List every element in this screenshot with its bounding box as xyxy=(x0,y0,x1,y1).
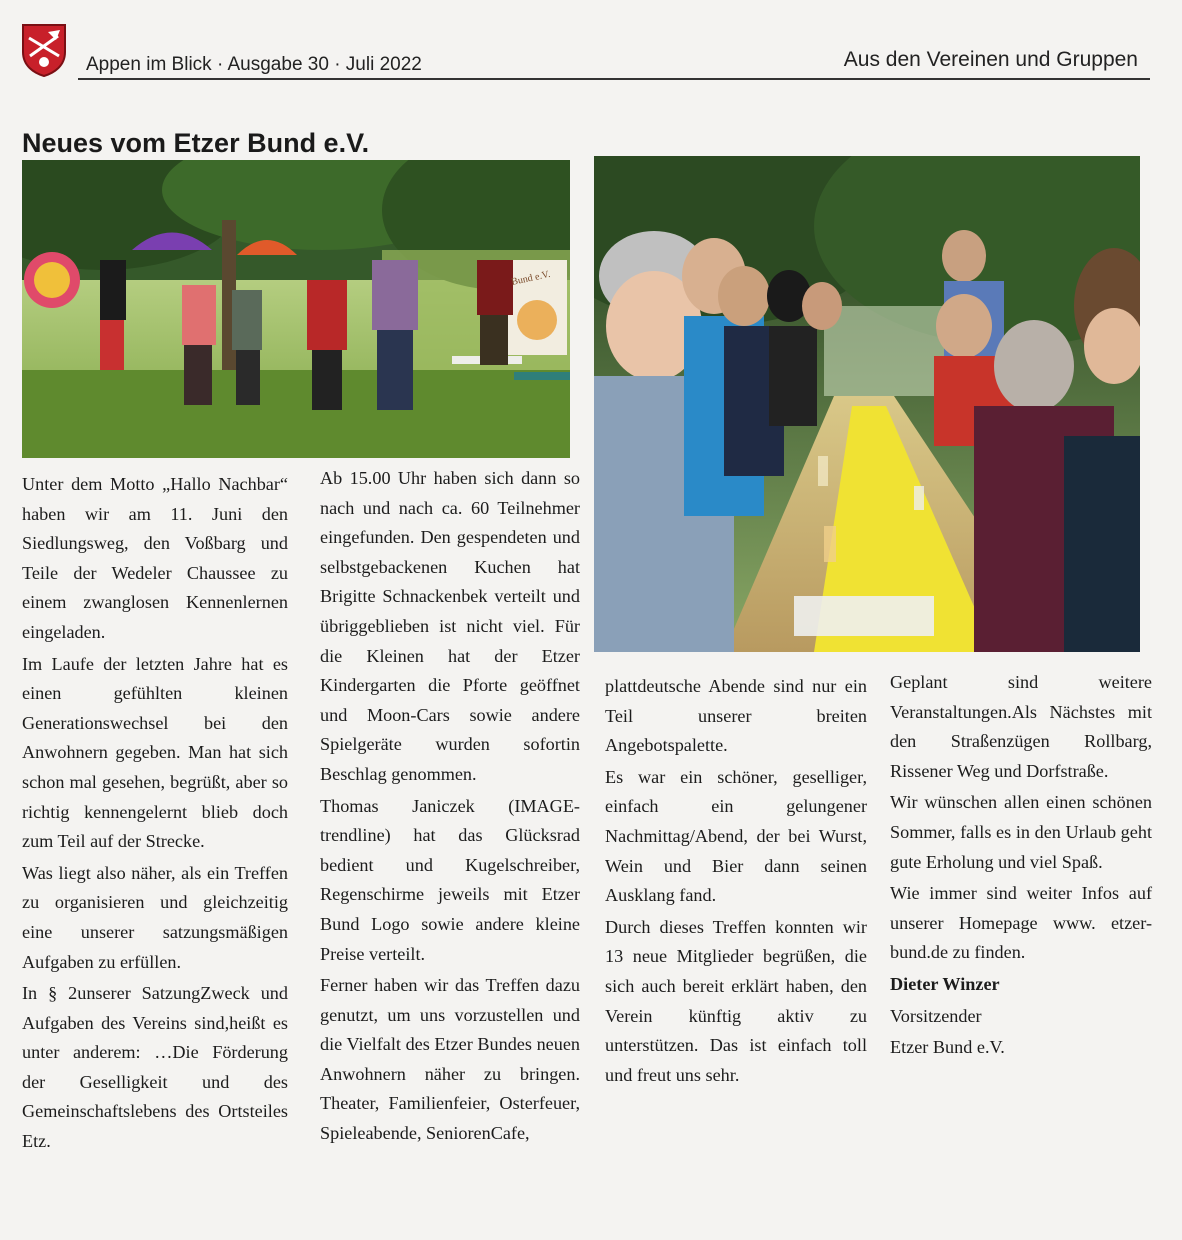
header-rule xyxy=(78,78,1150,80)
signature-role: Vorsitzender xyxy=(890,1005,982,1026)
photo-long-table xyxy=(594,156,1140,652)
paragraph: Wir wünschen allen einen schönen Sommer, falls es in den Urlaub geht gute Erholung und viel Spaß. xyxy=(890,792,1152,872)
article-title: Neues vom Etzer Bund e.V. xyxy=(22,128,370,159)
article-column-4 xyxy=(890,668,1152,1065)
paragraph: Es war ein schöner, geselliger, einfach ein gelungener Nachmittag/Abend, der bei Wurst, Wein und Bier dann seinen Ausklang fand. xyxy=(605,766,867,906)
photo-garden-party xyxy=(22,160,570,458)
paragraph: plattdeutsche Abende sind nur ein Teil unserer breiten Angebotspalette. xyxy=(605,676,867,756)
banner-text: Bund e.V. xyxy=(510,268,552,288)
signature-org: Etzer Bund e.V. xyxy=(890,1037,1005,1058)
paragraph: Ab 15.00 Uhr haben sich dann so nach und nach ca. 60 Teilnehmer eingefunden. Den gespendeten und selbstgebackenen Kuchen hat Brigitte Schnackenbek verteilt und übriggeblieben ist nicht viel. Für die Kleinen hat der Etzer Kindergarten die Pforte geöffnet und Moon-Cars sowie andere Spielgeräte wurden sofortin Beschlag genommen. xyxy=(320,468,580,784)
article-column-3 xyxy=(605,672,867,1092)
article-column-2 xyxy=(320,464,580,1151)
paragraph: Geplant sind weitere Veranstaltungen.Als Nächstes mit den Straßenzügen Rollbarg, Rissener Weg und Dorfstraße. xyxy=(890,672,1152,781)
signature-name: Dieter Winzer xyxy=(890,973,1000,994)
paragraph: In § 2unserer SatzungZweck und Aufgaben des Vereins sind,heißt es unter anderem: …Die Förderung der Geselligkeit und des Gemeinschaftslebens des Ortsteiles Etz. xyxy=(22,983,288,1152)
paragraph: Im Laufe der letzten Jahre hat es einen gefühlten kleinen Generationswechsel bei den Anwohnern gegeben. Man hat sich schon mal gesehen, begrüßt, aber so richtig kennengelernt blieb doch zum Teil auf der Strecke. xyxy=(22,653,288,852)
section-title: Aus den Vereinen und Gruppen xyxy=(843,48,1138,71)
paragraph: Wie immer sind weiter Infos auf unserer Homepage www. etzer-bund.de zu finden. xyxy=(890,883,1152,963)
coat-of-arms-icon xyxy=(20,22,68,78)
paragraph: Ferner haben wir das Treffen dazu genutzt, um uns vorzustellen und die Vielfalt des Etzer Bundes neuen Anwohnern näher zu bringen. Theater, Familienfeier, Osterfeuer, Spieleabende, SeniorenCafe, xyxy=(320,975,580,1144)
paragraph: Durch dieses Treffen konnten wir 13 neue Mitglieder begrüßen, die sich auch bereit erklärt haben, den Verein künftig aktiv zu unterstützen. Das ist einfach toll und freut uns sehr. xyxy=(605,916,867,1085)
article-column-1 xyxy=(22,470,288,1159)
paragraph: Unter dem Motto „Hallo Nachbar“ haben wir am 11. Juni den Siedlungsweg, den Voßbarg und Teile der Wedeler Chaussee zu einem zwanglosen Kennenlernen eingeladen. xyxy=(22,474,288,642)
paragraph: Was liegt also näher, als ein Treffen zu organisieren und gleichzeitig eine unserer satzungsmäßigen Aufgaben zu erfüllen. xyxy=(22,862,288,972)
paragraph: Thomas Janiczek (IMAGE-trendline) hat das Glücksrad bedient und Kugelschreiber, Regenschirme jeweils mit Etzer Bund Logo sowie andere kleine Preise verteilt. xyxy=(320,795,580,964)
page-header xyxy=(0,0,1182,80)
issue-info: Appen im Blick · Ausgabe 30 · Juli 2022 xyxy=(86,54,422,75)
